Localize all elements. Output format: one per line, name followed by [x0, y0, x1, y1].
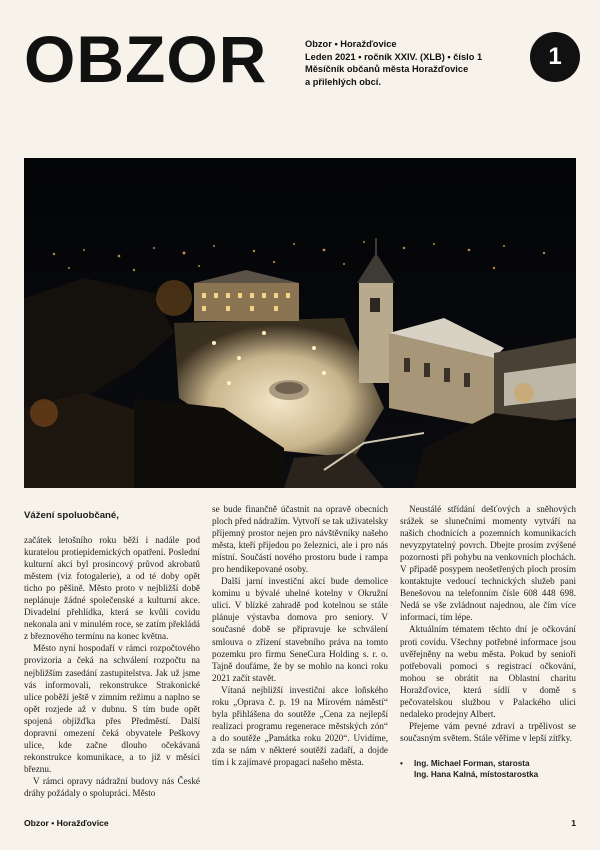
signature-name: Ing. Michael Forman, starosta [414, 758, 530, 768]
article-paragraph: Neustálé střídání dešťových a sněhových srážek se slunečními momenty vytváří na našich chodnících a pozemních komunikacích nevyzpytatelný povrch. Dbejte prosím zvýšené pozornosti při pohybu na venkovních plochách. V případě posypem neošetřených ploch prosím kontaktujte vedoucí technických služeb pani Benešovou na telefonním čísle 608 448 698. Nedá se vše zvládnout najednou, ale čím více informací, tím lépe. [400, 504, 576, 623]
article-paragraph: Město nyní hospodaří v rámci rozpočtového provizoria a čeká na schválení rozpočtu na nejbližším zasedání zastupitelstva. Jak už jsme vás informovali, rekonstrukce Strakonické ulice poběží ještě v zimním režimu a naplno se opět rozjede až v dubnu. S tím bude opět spojená objížďka přes Předměstí. Další dopravní omezení čeká obyvatele Peškovy ulice, kde začne dlouho očekávaná rekonstrukce komunikace, a to již v měsíci březnu. [24, 643, 200, 774]
masthead-line: Měsíčník občanů města Horažďovice [305, 64, 469, 75]
masthead-line: a přilehlých obcí. [305, 76, 381, 87]
article-column-1 [24, 512, 200, 799]
masthead-line: Obzor • Horažďovice [305, 39, 397, 49]
masthead-line: Leden 2021 • ročník XXIV. (XLB) • číslo 1 [305, 51, 483, 62]
issue-number-badge: 1 [530, 32, 580, 82]
footer-publication: Obzor • Horažďovice [24, 818, 109, 828]
signature-name: Ing. Hana Kalná, místostarostka [414, 769, 539, 779]
night-town-square-photo [24, 158, 576, 488]
signature-row [400, 758, 576, 769]
photo-illustration [24, 158, 576, 488]
article-column-2 [212, 503, 388, 768]
article-column-3 [400, 503, 576, 780]
article-greeting: Vážení spoluobčané, [24, 510, 119, 521]
article-paragraph: Aktuálním tématem těchto dní je očkování proti covidu. Všechny potřebné informace jsou uvěřejněny na webu města. Pokud by senioři potřebovali pomoci s registrací očkování, mohou se obrátit na Oblastní charitu Horažďovice, která sídlí v domě s pečovatelskou službou v Palackého ulici nedaleko prodejny Albert. [400, 624, 576, 719]
article-paragraph: začátek letošního roku běží i nadále pod kuratelou protiepidemických opatření. Poslední kulturní akcí byl prosincový průvod akrobatů městem (viz fotogalerie), a od té doby opět ticho po pěšině. Město proto v nejbližší době neplánuje žádné společenské a kulturní akce. Divadelní přehlídka, která se kvůli covidu nekonala ani v minulém roce, se zatím překládá z březnového termínu na konec května. [24, 535, 200, 642]
article-paragraph: V rámci opravy nádražní budovy nás České dráhy požádaly o spolupráci. Město [24, 775, 200, 798]
page-number: 1 [571, 818, 576, 828]
article-paragraph: Přejeme vám pevné zdraví a trpělivost se současným světem. Stále věříme v lepší zítřky. [400, 720, 576, 743]
masthead-title: OBZOR [24, 22, 268, 96]
masthead-info [305, 38, 525, 88]
bullet-icon: • [400, 758, 403, 768]
article-paragraph: Vítaná nejbližší investiční akce loňského roku „Oprava č. p. 19 na Mírovém náměstí“ byla přihlášena do soutěže „Cena za nejlepší realizaci programu regenerace městských zón“ a do soutěže „Památka roku 2020“. Uvidíme, zda se nám v některé soutěží zadaří, a dojde tím i k zajímavé propagaci našeho města. [212, 684, 388, 767]
article-paragraph: se bude finančně účastnit na opravě obecních ploch před nádražím. Vytvoří se tak uživatelsky příjemný prostor nejen pro návštěvníky našeho města, kteří přijedou po železnici, ale i pro nás místní. Součástí nového prostoru bude i rampa pro hendikepované osoby. [212, 504, 388, 575]
signature-row [400, 769, 576, 780]
signatures [400, 758, 576, 780]
article-paragraph: Další jarní investiční akcí bude demolice kominu u bývalé uhelné kotelny v Okružní ulici. V blízké zahradě pod kotelnou se stále plánuje výstavba domova pro seniory. V současné době se připravuje ke schválení smlouva o zřízení stavebního práva na tomto pozemku pro firmu SeneCura Holding s. r. o. Tajně doufáme, že by se mohlo na konci roku 2021 začít stavět. [212, 576, 388, 683]
